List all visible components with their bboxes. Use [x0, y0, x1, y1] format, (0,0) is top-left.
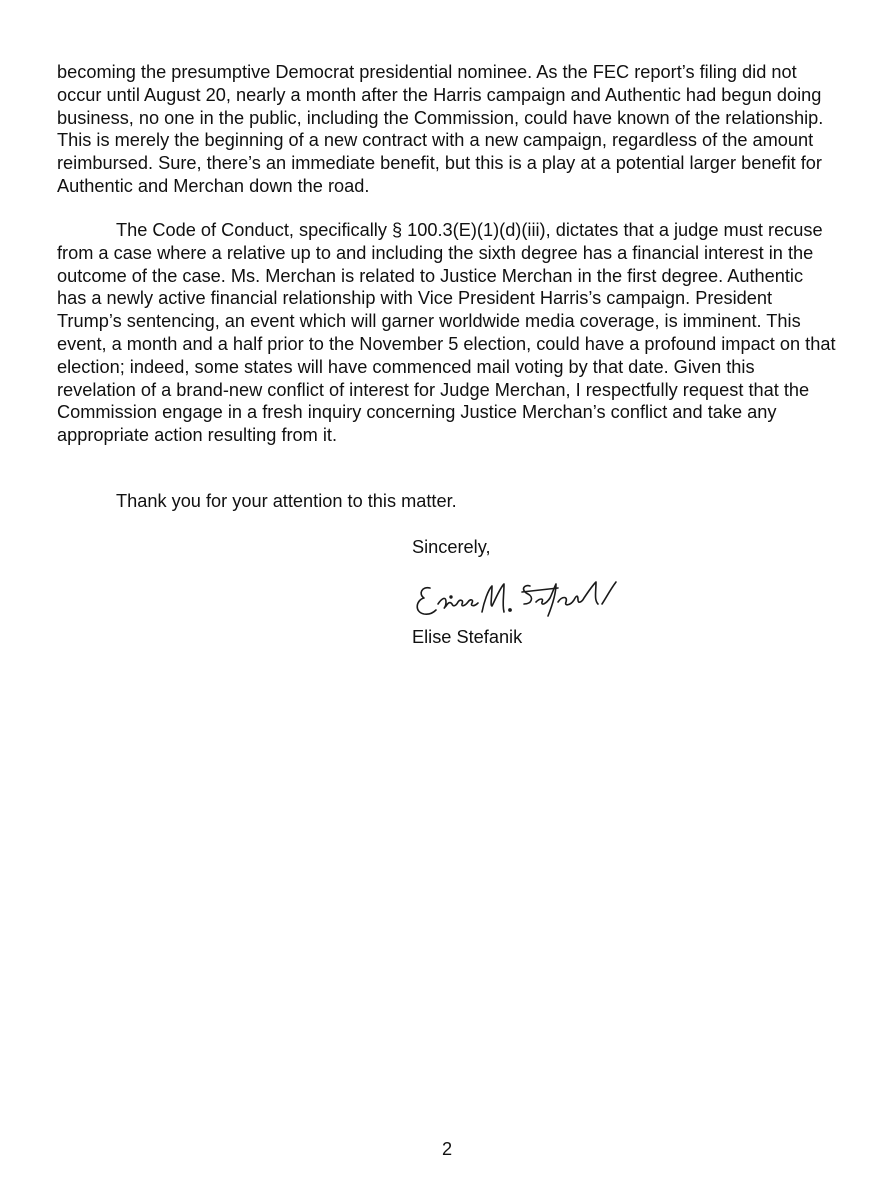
handwritten-signature [412, 568, 632, 624]
page-number: 2 [441, 1139, 453, 1159]
body-paragraph-2: The Code of Conduct, specifically § 100.3(E)(1)(d)(iii), dictates that a judge must recuse from a case where a relative up to and including the sixth degree has a financial interest in the outcome of the case. Ms. Merchan is related to Justice Merchan in the first degree. Authentic has a newly active financial relationship with Vice President Harris’s campaign. President Trump’s sentencing, an event which will garner worldwide media coverage, is imminent. This event, a month and a half prior to the November 5 election, could have a profound impact on that election; indeed, some states will have commenced mail voting by that date. Given this revelation of a brand-new conflict of interest for Judge Merchan, I respectfully request that the Commission engage in a fresh inquiry concerning Justice Merchan’s conflict and take any appropriate action resulting from it. [57, 220, 836, 446]
signer-name: Elise Stefanik [412, 627, 523, 647]
body-paragraph-1: becoming the presumptive Democrat presidential nominee. As the FEC report’s filing did not occur until August 20, nearly a month after the Harris campaign and Authentic had begun doing business, no one in the public, including the Commission, could have known of the relationship. This is merely the beginning of a new contract with a new campaign, regardless of the amount reimbursed. Sure, there’s an immediate benefit, but this is a play at a potential larger benefit for Authentic and Merchan down the road. [57, 62, 824, 196]
closing-salutation: Sincerely, [412, 537, 491, 557]
body-paragraph-3: Thank you for your attention to this matter. [116, 491, 457, 511]
